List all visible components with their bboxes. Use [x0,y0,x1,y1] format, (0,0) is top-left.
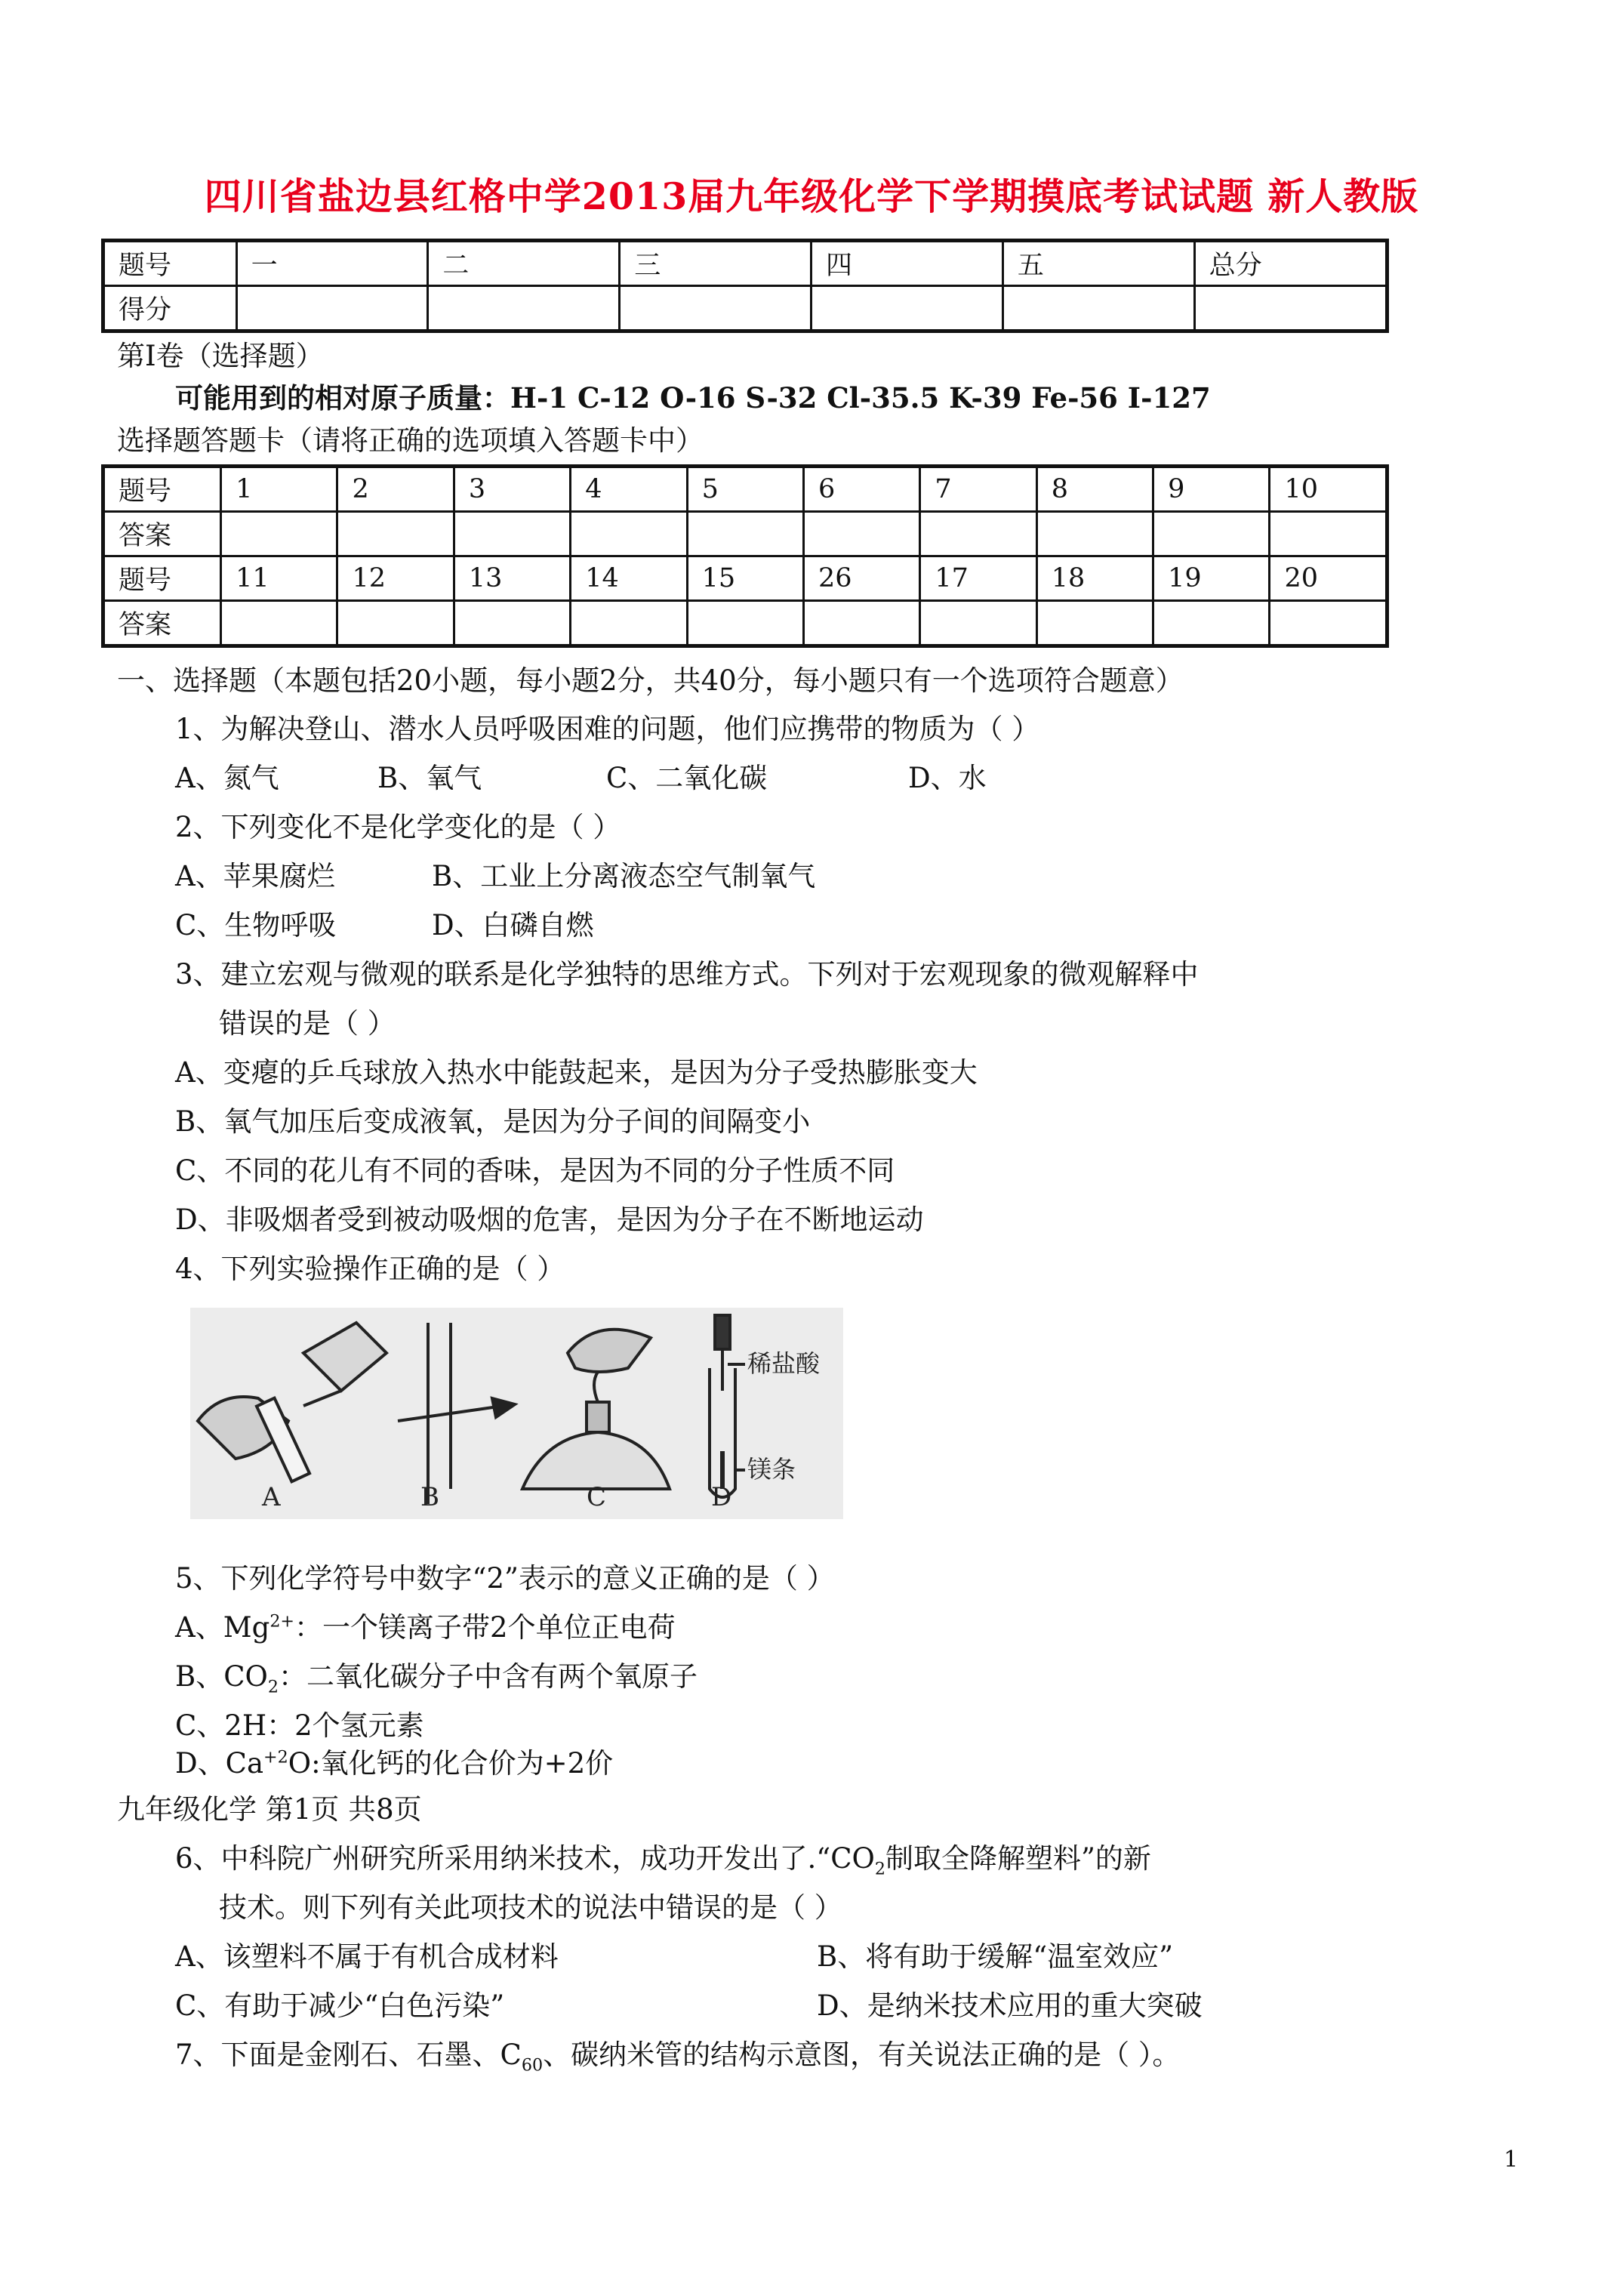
answer-table-label: 题号 [103,556,221,601]
figure-label-d: D [711,1482,732,1512]
q5-d-text: O:氧化钙的化合价为+2价 [288,1747,614,1780]
q5-stem: 5、下列化学符号中数字“2”表示的意义正确的是（ ） [175,1562,835,1595]
q7-stem-part1: 7、下面是金刚石、石墨、C [175,2039,522,2071]
answer-cell [221,512,337,556]
score-cell [236,286,428,331]
answer-cell [1036,601,1153,646]
q6-stem-line2: 技术。则下列有关此项技术的说法中错误的是（ ） [219,1891,842,1924]
page-number: 1 [1504,2147,1519,2173]
q2-stem: 2、下列变化不是化学变化的是（ ） [175,811,621,843]
question-number-cell: 17 [920,556,1036,601]
answer-cell [1270,601,1387,646]
q6-option-a: A、该塑料不属于有机合成材料 [175,1940,559,1973]
q2-option-c: C、生物呼吸 [175,909,337,942]
answer-cell [920,601,1036,646]
part1-heading: 一、选择题（本题包括20小题，每小题2分，共40分，每小题只有一个选项符合题意） [117,664,1184,697]
q5-a-text: ：一个镁离子带2个单位正电荷 [294,1611,676,1644]
question-number-cell: 2 [337,467,454,512]
score-cell [1002,286,1194,331]
figure-label-c: C [587,1482,607,1512]
score-table-header-row [103,241,1387,286]
answer-cell [1153,601,1270,646]
answer-cell [337,601,454,646]
q3-option-b: B、氧气加压后变成液氧，是因为分子间的间隔变小 [175,1105,811,1138]
q6-stem-line1 [175,1842,1151,1879]
answer-cell [687,512,803,556]
score-header-cell: 四 [812,241,1003,286]
q7-stem-part2: 、碳纳米管的结构示意图，有关说法正确的是（ ）。 [543,2039,1181,2071]
figure-label-a: A [262,1482,281,1512]
question-number-cell: 20 [1270,556,1387,601]
q1-option-c: C、二氧化碳 [606,762,768,794]
question-number-cell: 3 [454,467,570,512]
q3-option-d: D、非吸烟者受到被动吸烟的危害，是因为分子在不断地运动 [175,1203,924,1236]
atomic-masses-line: 可能用到的相对原子质量：H-1 C-12 O-16 S-32 Cl-35.5 K-39 Fe-56 I-127 [175,381,1211,415]
q5-a-symbol: Mg [223,1611,270,1644]
answer-cell [1270,512,1387,556]
answer-cell [454,512,570,556]
score-header-cell: 三 [620,241,812,286]
answer-table-question-row [103,556,1387,601]
question-number-cell: 18 [1036,556,1153,601]
answer-table-label: 题号 [103,467,221,512]
score-table-score-row [103,286,1387,331]
q5-option-a: A、$Mg^{2+}$：一个镁离子带2个单位正电荷 [175,1611,676,1644]
answer-card-table [101,464,1389,648]
score-table [101,239,1389,333]
answer-cell [337,512,454,556]
answer-card-note: 选择题答题卡（请将正确的选项填入答题卡中） [117,424,704,457]
q6-option-b: B、将有助于缓解“温室效应” [817,1940,1174,1973]
answer-cell [454,601,570,646]
question-number-cell: 14 [571,556,687,601]
q5-a-charge: 2+ [269,1611,295,1632]
page-footer: 九年级化学 第1页 共8页 [117,1793,422,1826]
answer-table-question-row [103,467,1387,512]
question-number-cell: 12 [337,556,454,601]
q5-option-c: C、2H：2个氢元素 [175,1709,424,1742]
question-number-cell: 10 [1270,467,1387,512]
question-number-cell: 19 [1153,556,1270,601]
q2-option-a: A、苹果腐烂 [175,860,335,892]
figure-label-b: B [420,1482,439,1512]
score-header-cell: 题号 [103,241,237,286]
question-number-cell: 15 [687,556,803,601]
answer-cell [221,601,337,646]
question-number-cell: 4 [571,467,687,512]
lab-operations-figure [190,1308,843,1519]
answer-cell [1153,512,1270,556]
q6-option-c: C、有助于减少“白色污染” [175,1989,505,2022]
q6-co2-subscript: 2 [874,1859,885,1879]
q1-stem: 1、为解决登山、潜水人员呼吸困难的问题，他们应携带的物质为（ ） [175,713,1040,745]
question-number-cell: 26 [803,556,919,601]
q3-stem-line1: 3、建立宏观与微观的联系是化学独特的思维方式。下列对于宏观现象的微观解释中 [175,958,1199,991]
score-header-cell: 五 [1002,241,1194,286]
score-header-cell: 总分 [1194,241,1387,286]
q1-option-d: D、水 [908,762,987,794]
question-number-cell: 5 [687,467,803,512]
label-dilute-hcl: 稀盐酸 [747,1349,821,1378]
score-row-label: 得分 [103,286,237,331]
question-number-cell: 6 [803,467,919,512]
question-number-cell: 1 [221,467,337,512]
question-number-cell: 7 [920,467,1036,512]
q3-stem-line2: 错误的是（ ） [219,1007,396,1040]
q5-d-symbol: Ca [225,1747,264,1780]
q3-option-c: C、不同的花儿有不同的香味，是因为不同的分子性质不同 [175,1154,895,1187]
question-number-cell: 13 [454,556,570,601]
score-header-cell: 一 [236,241,428,286]
q4-stem: 4、下列实验操作正确的是（ ） [175,1253,565,1285]
score-header-cell: 二 [428,241,620,286]
score-cell [620,286,812,331]
q7-stem [175,2039,1181,2076]
q2-option-b: B、工业上分离液态空气制氧气 [432,860,816,892]
question-number-cell: 8 [1036,467,1153,512]
answer-table-label: 答案 [103,512,221,556]
q6-option-d: D、是纳米技术应用的重大突破 [817,1989,1203,2022]
question-number-cell: 9 [1153,467,1270,512]
q5-option-d: D、$Ca^{+2}O$:氧化钙的化合价为+2价 [175,1747,614,1780]
answer-cell [920,512,1036,556]
score-cell [428,286,620,331]
q1-option-a: A、氮气 [175,762,279,794]
q5-b-subscript: 2 [267,1677,279,1697]
q2-option-d: D、白磷自燃 [432,909,594,942]
q5-d-valence: +2 [263,1747,288,1767]
answer-cell [1036,512,1153,556]
label-magnesium-strip: 镁条 [747,1455,796,1484]
question-number-cell: 11 [221,556,337,601]
score-cell [812,286,1003,331]
answer-cell [571,512,687,556]
answer-cell [803,601,919,646]
q6-stem-part1: 6、中科院广州研究所采用纳米技术，成功开发出了.“CO [175,1842,875,1875]
exam-title: 四川省盐边县红格中学2013届九年级化学下学期摸底考试试题 新人教版 [204,174,1419,218]
answer-table-answer-row [103,512,1387,556]
q6-stem-part2: 制取全降解塑料”的新 [885,1842,1151,1875]
q1-option-b: B、氧气 [377,762,482,794]
q5-b-text: ：二氧化碳分子中含有两个氧原子 [278,1660,698,1693]
answer-cell [803,512,919,556]
q5-option-b: B、$CO_2$：二氧化碳分子中含有两个氧原子 [175,1660,698,1697]
score-cell [1194,286,1387,331]
answer-cell [687,601,803,646]
answer-table-label: 答案 [103,601,221,646]
q3-option-a: A、变瘪的乒乓球放入热水中能鼓起来，是因为分子受热膨胀变大 [175,1056,978,1089]
q7-c60-subscript: 60 [521,2055,544,2076]
figure-background [190,1308,843,1519]
answer-table-answer-row [103,601,1387,646]
q5-b-symbol: CO [223,1660,268,1693]
section-heading: 第Ⅰ卷（选择题） [117,340,324,372]
answer-cell [571,601,687,646]
